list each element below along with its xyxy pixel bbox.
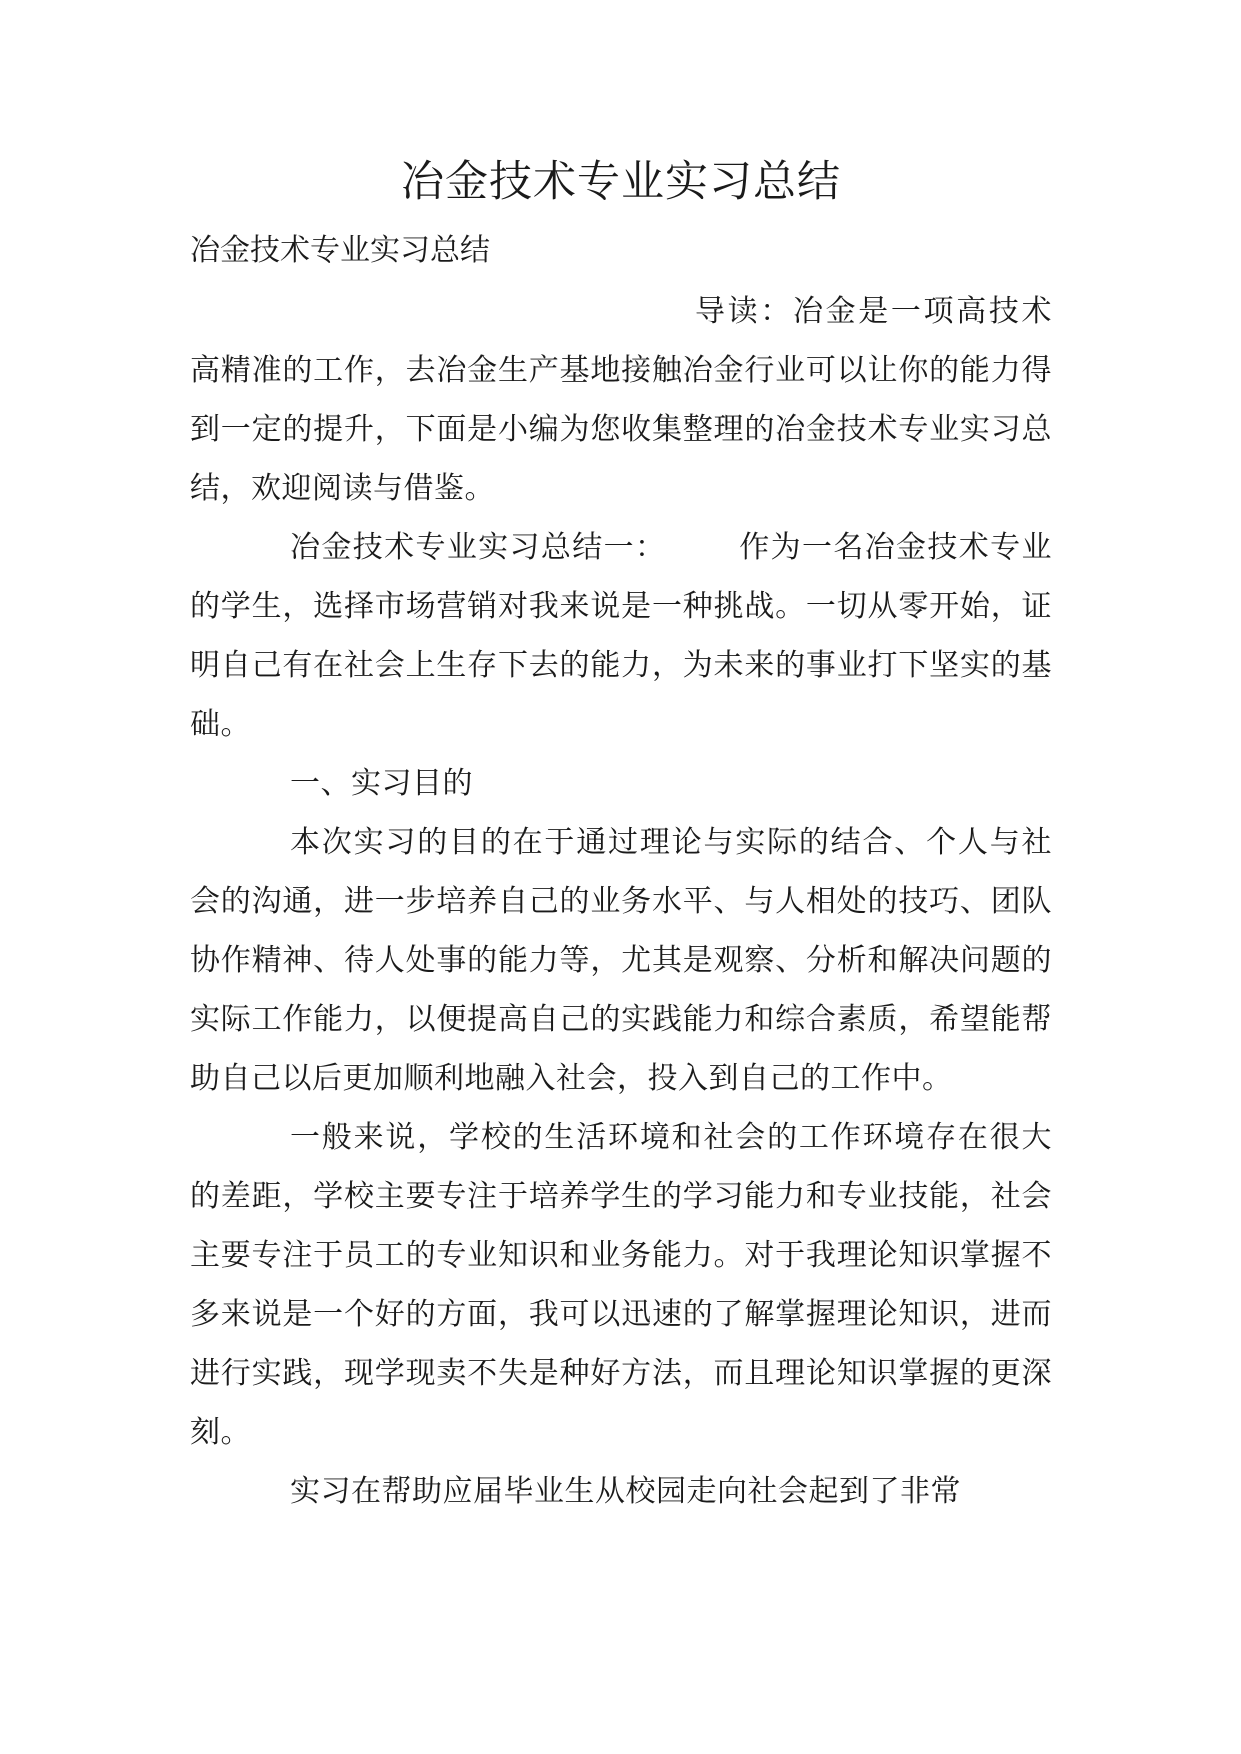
document-body [190,282,1052,1521]
paragraph-general: 一般来说，学校的生活环境和社会的工作环境存在很大的差距，学校主要专注于培养学生的学习能力和专业技能，社会主要专注于员工的专业知识和业务能力。对于我理论知识掌握不多来说是一个好的方面，我可以迅速的了解掌握理论知识，进而进行实践，现学现卖不失是种好方法，而且理论知识掌握的更深刻。 [190,1120,1052,1450]
paragraph-last: 实习在帮助应届毕业生从校园走向社会起到了非常 [290,1474,961,1509]
heading-purpose: 一、实习目的 [290,766,473,801]
section-one-text: 作为一名冶金技术专业的学生，选择市场营销对我来说是一种挑战。一切从零开始，证明自己有在社会上生存下去的能力，为未来的事业打下坚实的基础。 [190,530,1053,742]
section-one-paragraph [190,518,1052,754]
lead-paragraph: 导读：冶金是一项高技术高精准的工作，去冶金生产基地接触冶金行业可以让你的能力得到一定的提升，下面是小编为您收集整理的冶金技术专业实习总结，欢迎阅读与借鉴。 [190,294,1052,506]
section-one-label: 冶金技术专业实习总结一： [290,530,667,565]
document-subtitle: 冶金技术专业实习总结 [190,233,490,268]
paragraph-purpose: 本次实习的目的在于通过理论与实际的结合、个人与社会的沟通，进一步培养自己的业务水平、与人相处的技巧、团队协作精神、待人处事的能力等，尤其是观察、分析和解决问题的实际工作能力，以便提高自己的实践能力和综合素质，希望能帮助自己以后更加顺利地融入社会，投入到自己的工作中。 [190,825,1052,1096]
document-title: 冶金技术专业实习总结 [401,157,841,207]
